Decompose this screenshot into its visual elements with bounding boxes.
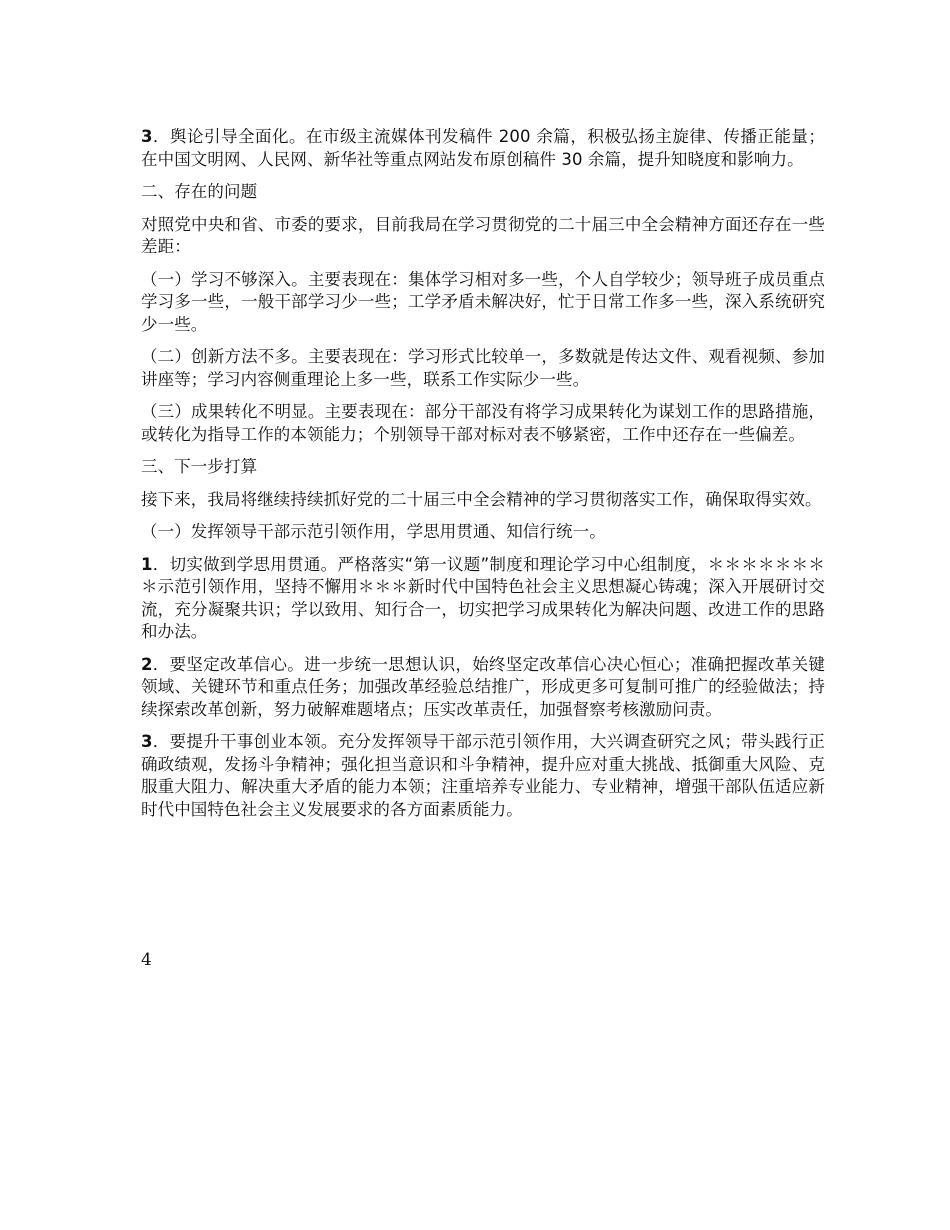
paragraph	[141, 214, 825, 259]
heading-text: 三、下一步打算	[141, 457, 258, 476]
paragraph-text: ．舆论引导全面化。在市级主流媒体刊发稿件 200 余篇，积极弘扬主旋律、传播正能量；在中国文明网、人民网、新华社等重点网站发布原创稿件 30 余篇，提升知晓度和影响力。	[141, 127, 825, 169]
section-heading	[141, 181, 825, 204]
subsection-heading	[141, 521, 825, 544]
paragraph-text: 对照党中央和省、市委的要求，目前我局在学习贯彻党的二十届三中全会精神方面还存在一些差距：	[141, 214, 825, 256]
paragraph-text: ．要提升干事创业本领。充分发挥领导干部示范引领作用，大兴调查研究之风；带头践行正确政绩观，发扬斗争精神；强化担当意识和斗争精神，提升应对重大挑战、抵御重大风险、克服重大阻力、解决重大矛盾的能力本领；注重培养专业能力、专业精神，增强干部队伍适应新时代中国特色社会主义发展要求的各方面素质能力。	[141, 732, 825, 819]
heading-text: （一）发挥领导干部示范引领作用，学思用贯通、知信行统一。	[141, 522, 606, 541]
heading-text: 二、存在的问题	[141, 182, 258, 201]
paragraph	[141, 401, 825, 446]
paragraph-text: （三）成果转化不明显。主要表现在：部分干部没有将学习成果转化为谋划工作的思路措施，或转化为指导工作的本领能力；个别领导干部对标对表不够紧密，工作中还存在一些偏差。	[141, 402, 825, 444]
item-number: 3	[141, 127, 153, 146]
section-heading	[141, 456, 825, 479]
paragraph	[141, 269, 825, 337]
paragraph	[141, 126, 825, 171]
item-number: 2	[141, 654, 153, 674]
paragraph	[141, 731, 825, 821]
item-number: 3	[141, 732, 153, 751]
paragraph	[141, 654, 825, 722]
document-body	[141, 126, 825, 831]
page-number: 4	[141, 950, 152, 970]
item-number: 1	[141, 554, 153, 574]
paragraph-text: 接下来，我局将继续持续抓好党的二十届三中全会精神的学习贯彻落实工作，确保取得实效。	[141, 489, 822, 509]
paragraph-text: ．切实做到学思用贯通。严格落实“第一议题”制度和理论学习中心组制度，＊＊＊＊＊＊＊＊示范引领作用，坚持不懈用＊＊＊新时代中国特色社会主义思想凝心铸魂；深入开展研讨交流，充分凝聚共识；学以致用、知行合一，切实把学习成果转化为解决问题、改进工作的思路和办法。	[141, 554, 825, 641]
paragraph	[141, 554, 825, 644]
paragraph	[141, 489, 825, 512]
paragraph-text: （一）学习不够深入。主要表现在：集体学习相对多一些，个人自学较少；领导班子成员重点学习多一些，一般干部学习少一些；工学矛盾未解决好，忙于日常工作多一些，深入系统研究少一些。	[141, 269, 825, 334]
paragraph-text: （二）创新方法不多。主要表现在：学习形式比较单一，多数就是传达文件、观看视频、参加讲座等；学习内容侧重理论上多一些，联系工作实际少一些。	[141, 347, 825, 389]
paragraph	[141, 346, 825, 391]
paragraph-text: ．要坚定改革信心。进一步统一思想认识，始终坚定改革信心决心恒心；准确把握改革关键领域、关键环节和重点任务；加强改革经验总结推广，形成更多可复制可推广的经验做法；持续探索改革创新，努力破解难题堵点；压实改革责任，加强督察考核激励问责。	[141, 654, 825, 719]
